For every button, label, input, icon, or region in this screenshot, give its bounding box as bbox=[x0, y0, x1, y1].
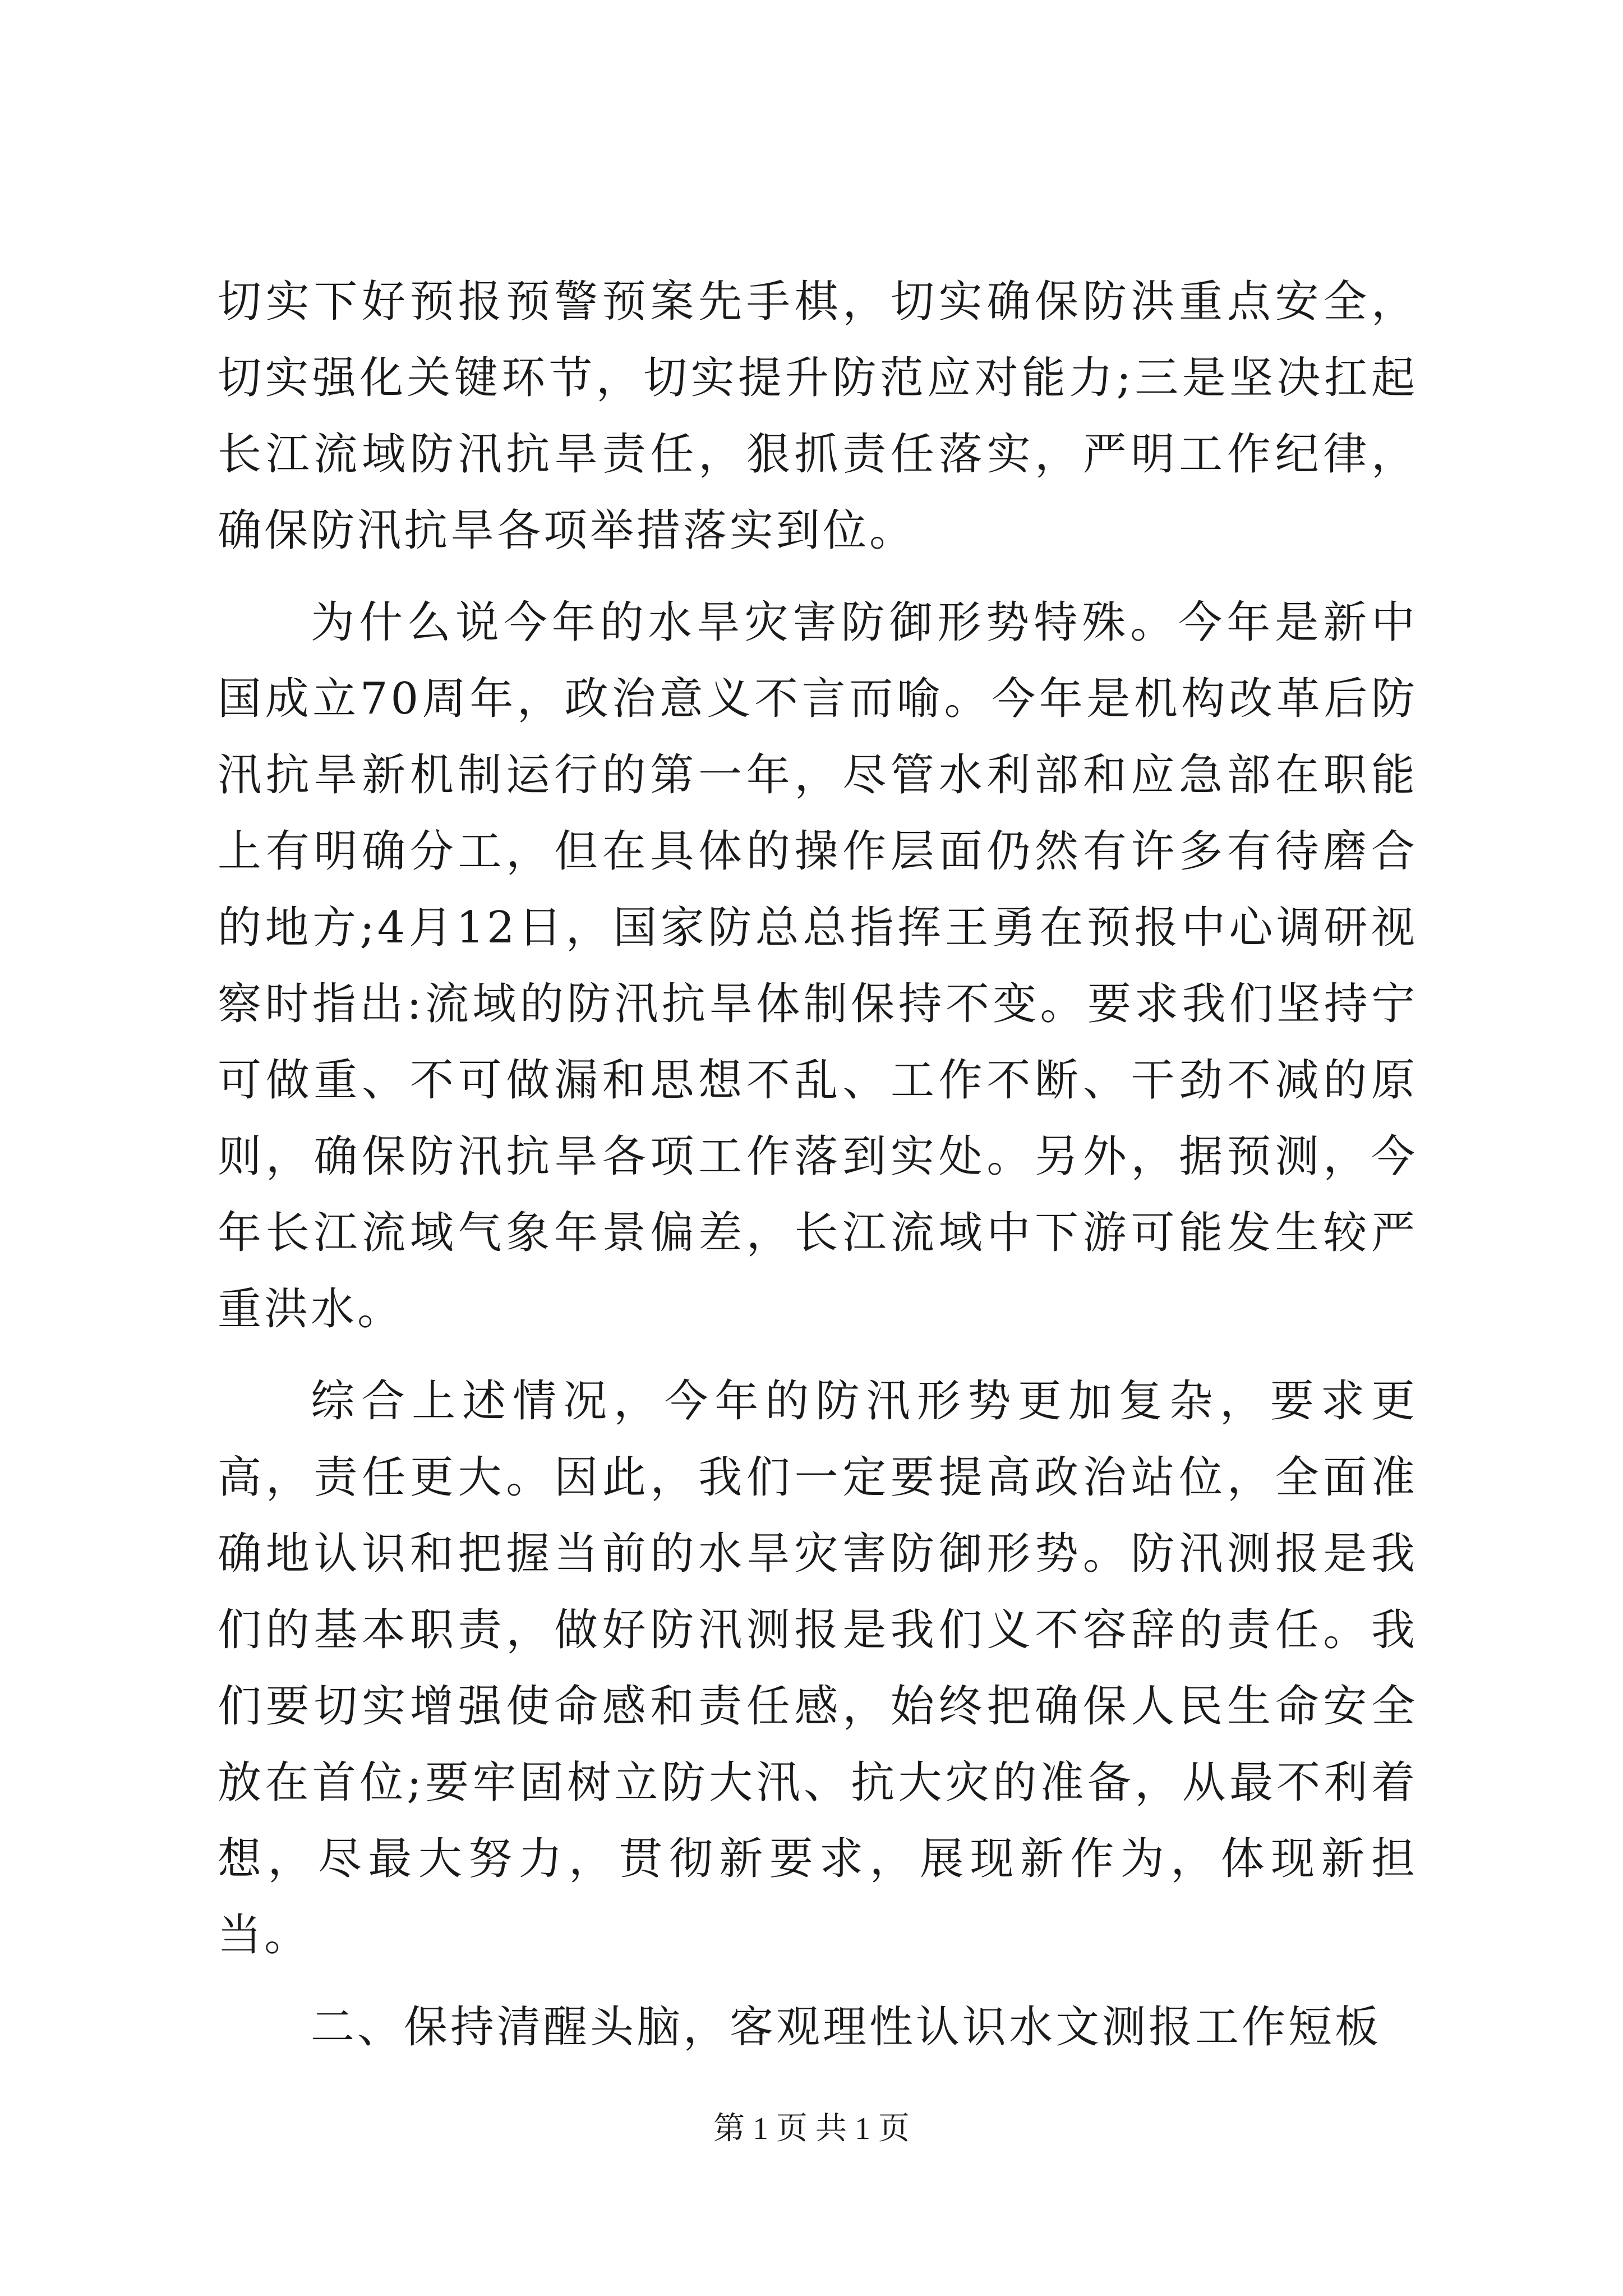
section-heading-two: 二、保持清醒头脑，客观理性认识水文测报工作短板 bbox=[311, 2002, 1382, 2053]
paragraph-summary: 综合上述情况，今年的防汛形势更加复杂，要求更高，责任更大。因此，我们一定要提高政治站位，全面准确地认识和把握当前的水旱灾害防御形势。防汛测报是我们的基本职责，做好防汛测报是我们义不容辞的责任。我们要切实增强使命感和责任感，始终把确保人民生命安全放在首位;要牢固树立防大汛、抗大灾的准备，从最不利着想，尽最大努力，贯彻新要求，展现新作为，体现新担当。 bbox=[218, 1376, 1418, 1961]
document-body bbox=[218, 264, 1418, 2065]
page-footer: 第 1 页 共 1 页 bbox=[713, 2111, 910, 2146]
paragraph-continuation: 切实下好预报预警预案先手棋，切实确保防洪重点安全，切实强化关键环节，切实提升防范应对能力;三是坚决扛起长江流域防汛抗旱责任，狠抓责任落实，严明工作纪律，确保防汛抗旱各项举措落实到位。 bbox=[218, 277, 1418, 556]
paragraph-flood-situation: 为什么说今年的水旱灾害防御形势特殊。今年是新中国成立70周年，政治意义不言而喻。今年是机构改革后防汛抗旱新机制运行的第一年，尽管水利部和应急部在职能上有明确分工，但在具体的操作层面仍然有许多有待磨合的地方;4月12日，国家防总总指挥王勇在预报中心调研视察时指出:流域的防汛抗旱体制保持不变。要求我们坚持宁可做重、不可做漏和思想不乱、工作不断、干劲不减的原则，确保防汛抗旱各项工作落到实处。另外，据预测，今年长江流域气象年景偏差，长江流域中下游可能发生较严重洪水。 bbox=[218, 597, 1418, 1335]
